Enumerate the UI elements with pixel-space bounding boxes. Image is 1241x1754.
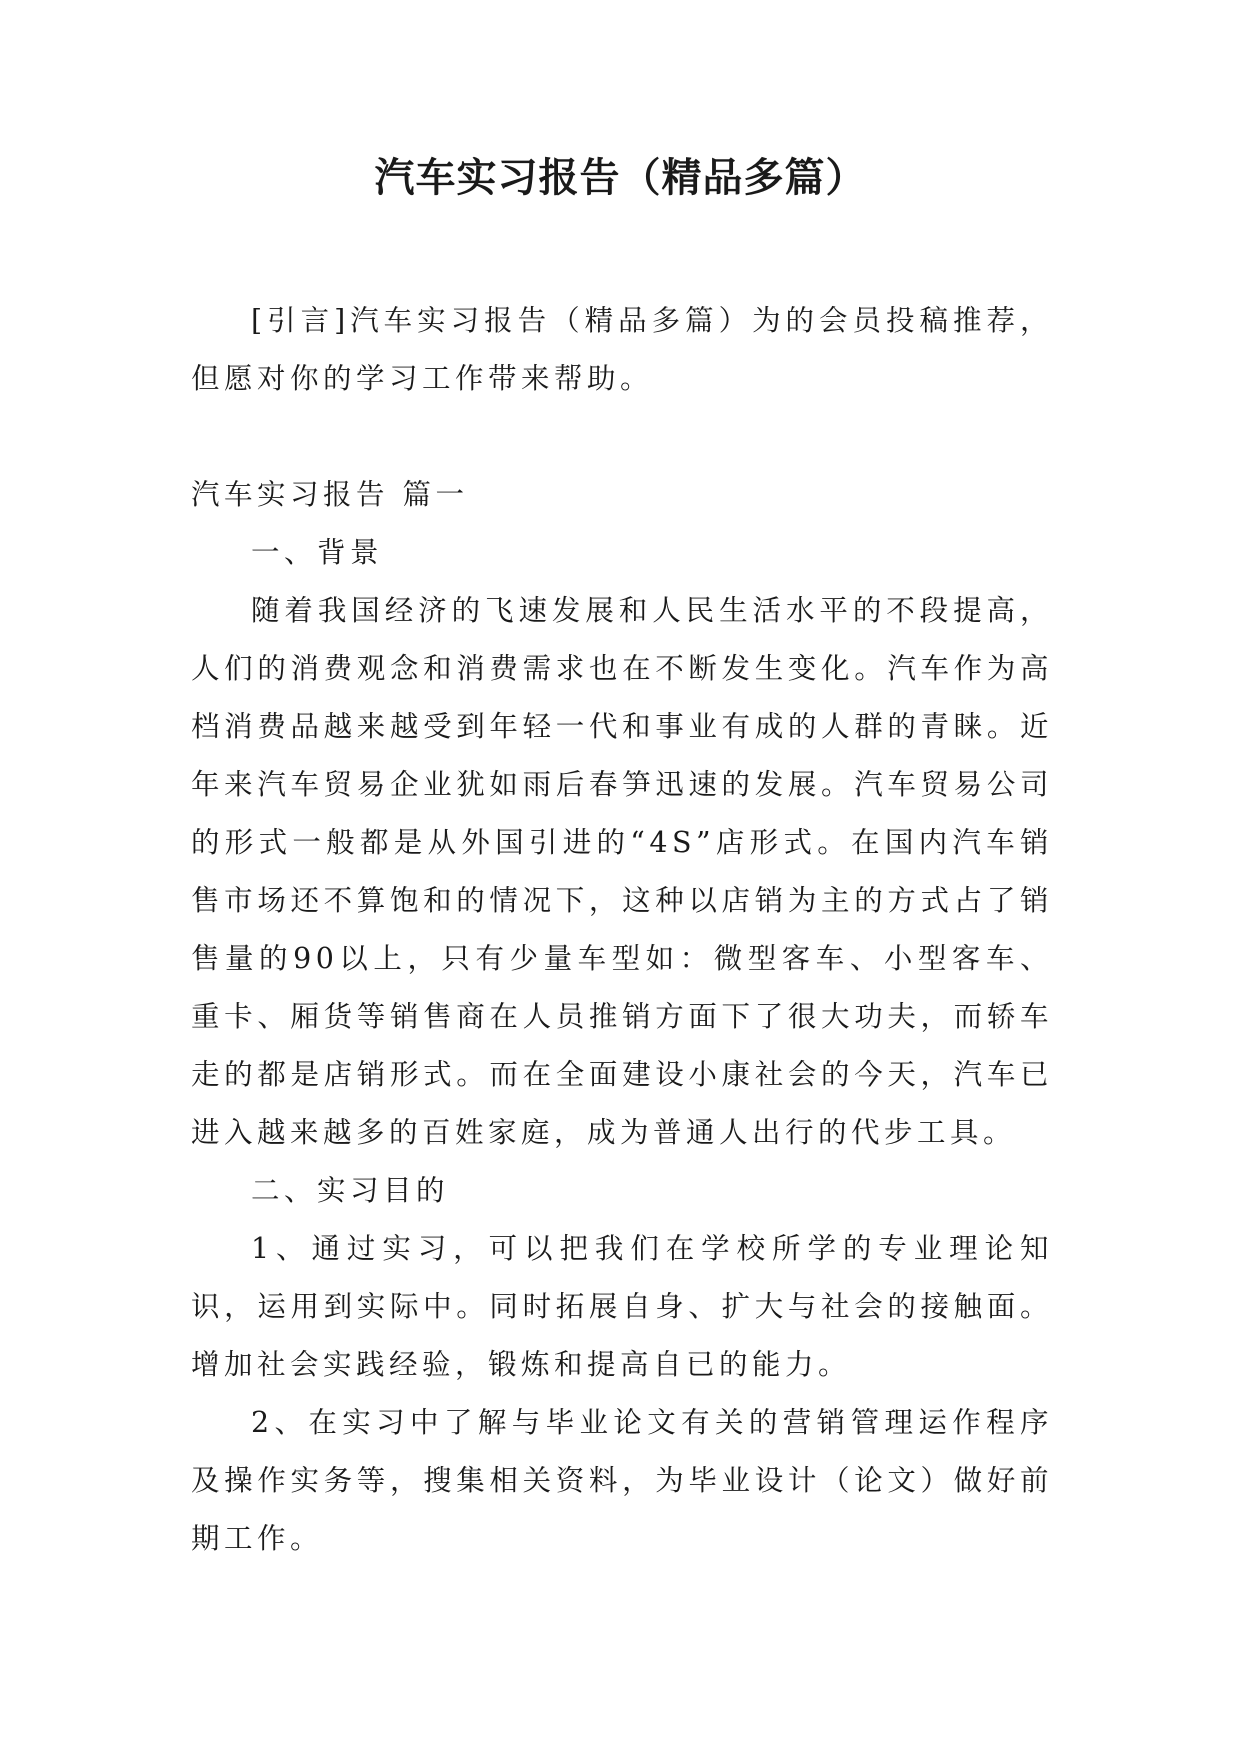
heading-internship-goals: 二、实习目的 [251,1174,450,1207]
document-title: 汽车实习报告（精品多篇） [374,155,867,201]
goal-item-1: 1、通过实习，可以把我们在学校所学的专业理论知识，运用到实际中。同时拓展自身、扩大与社会的接触面。增加社会实践经验，锻炼和提高自已的能力。 [191,1232,1053,1381]
goal-item-2: 2、在实习中了解与毕业论文有关的营销管理运作程序及操作实务等，搜集相关资料，为毕业设计（论文）做好前期工作。 [191,1406,1053,1555]
intro-paragraph: [引言]汽车实习报告（精品多篇）为的会员投稿推荐，但愿对你的学习工作带来帮助。 [191,304,1053,395]
document-body [191,292,1053,1568]
paragraph-spacer [191,408,1053,466]
heading-background: 一、背景 [251,536,384,569]
background-paragraph: 随着我国经济的飞速发展和人民生活水平的不段提高，人们的消费观念和消费需求也在不断发生变化。汽车作为高档消费品越来越受到年轻一代和事业有成的人群的青睐。近年来汽车贸易企业犹如雨后春笋迅速的发展。汽车贸易公司的形式一般都是从外国引进的“4S”店形式。在国内汽车销售市场还不算饱和的情况下，这种以店销为主的方式占了销售量的90以上，只有少量车型如：微型客车、小型客车、重卡、厢货等销售商在人员推销方面下了很大功夫，而轿车走的都是店销形式。而在全面建设小康社会的今天，汽车已进入越来越多的百姓家庭，成为普通人出行的代步工具。 [191,594,1053,1149]
section-heading: 汽车实习报告 篇一 [191,478,469,511]
